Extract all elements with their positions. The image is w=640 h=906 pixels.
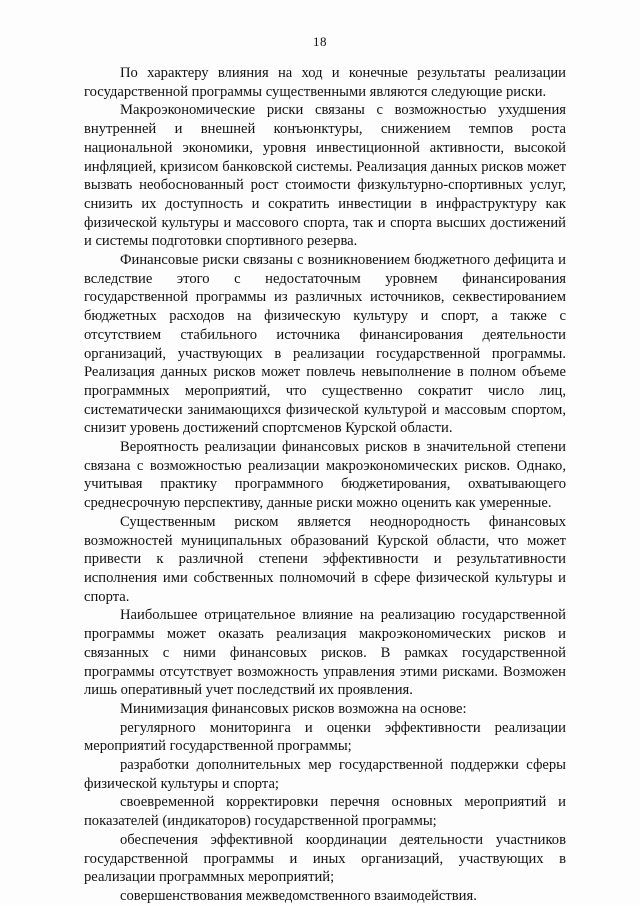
paragraph-municipal-risk: Существенным риском является неоднородность финансовых возможностей муниципальных образований Курской области, что может привести к различной степени эффективности и результативности исполнения ими собственных полномочий в сфере физической культуры и спорта.: [84, 513, 566, 605]
list-item-correction: своевременной корректировки перечня основных мероприятий и показателей (индикаторов) государственной программы;: [84, 794, 566, 830]
list-item-support-measures: разработки дополнительных мер государственной поддержки сферы физической культуры и спорта;: [84, 757, 566, 792]
paragraph-intro: По характеру влияния на ход и конечные результаты реализации государственной программы существенными являются следующие риски.: [84, 65, 566, 100]
list-item-coordination: обеспечения эффективной координации деятельности участников государственной программы и иных организаций, участвующих в реализации программных мероприятий;: [84, 831, 566, 886]
paragraph-greatest-impact: Наибольшее отрицательное влияние на реализацию государственной программы может оказать реализация макроэкономических рисков и связанных с ними финансовых рисков. В рамках государственной программы отсутствует возможность управления этими рисками. Возможен лишь оперативный учет последствий их проявления.: [84, 607, 566, 699]
list-item-interagency: совершенствования межведомственного взаимодействия.: [120, 887, 477, 904]
paragraph-minimization-intro: Минимизация финансовых рисков возможна на основе:: [120, 700, 467, 717]
paragraph-macroeconomic-risks: Макроэкономические риски связаны с возможностью ухудшения внутренней и внешней конъюнктуры, снижением темпов роста национальной экономики, уровня инвестиционной активности, высокой инфляцией, кризисом банковской системы. Реализация данных рисков может вызвать необоснованный рост стоимости физкультурно-спортивных услуг, снизить их доступность и сократить инвестиции в инфраструктуру как физической культуры и массового спорта, так и спорта высших достижений и системы подготовки спортивного резерва.: [84, 102, 566, 250]
paragraph-risk-probability: Вероятность реализации финансовых рисков в значительной степени связана с возможностью реализации макроэкономических рисков. Однако, учитывая практику программного бюджетирования, охватывающего среднесрочную перспективу, данные риски можно оценить как умеренные.: [84, 439, 566, 512]
page-number: 18: [313, 34, 327, 49]
paragraph-financial-risks: Финансовые риски связаны с возникновением бюджетного дефицита и вследствие этого с недостаточным уровнем финансирования государственной программы из различных источников, секвестированием бюджетных расходов на физическую культуру и спорт, а также с отсутствием стабильного источника финансирования деятельности организаций, участвующих в реализации государственной программы. Реализация данных рисков может повлечь невыполнение в полном объеме программных мероприятий, что существенно сократит число лиц, систематически занимающихся физической культурой и массовым спортом, снизит уровень достижений спортсменов Курской области.: [84, 252, 566, 437]
list-item-monitoring: регулярного мониторинга и оценки эффективности реализации мероприятий государственной программы;: [84, 719, 566, 755]
document-body: [84, 64, 566, 906]
